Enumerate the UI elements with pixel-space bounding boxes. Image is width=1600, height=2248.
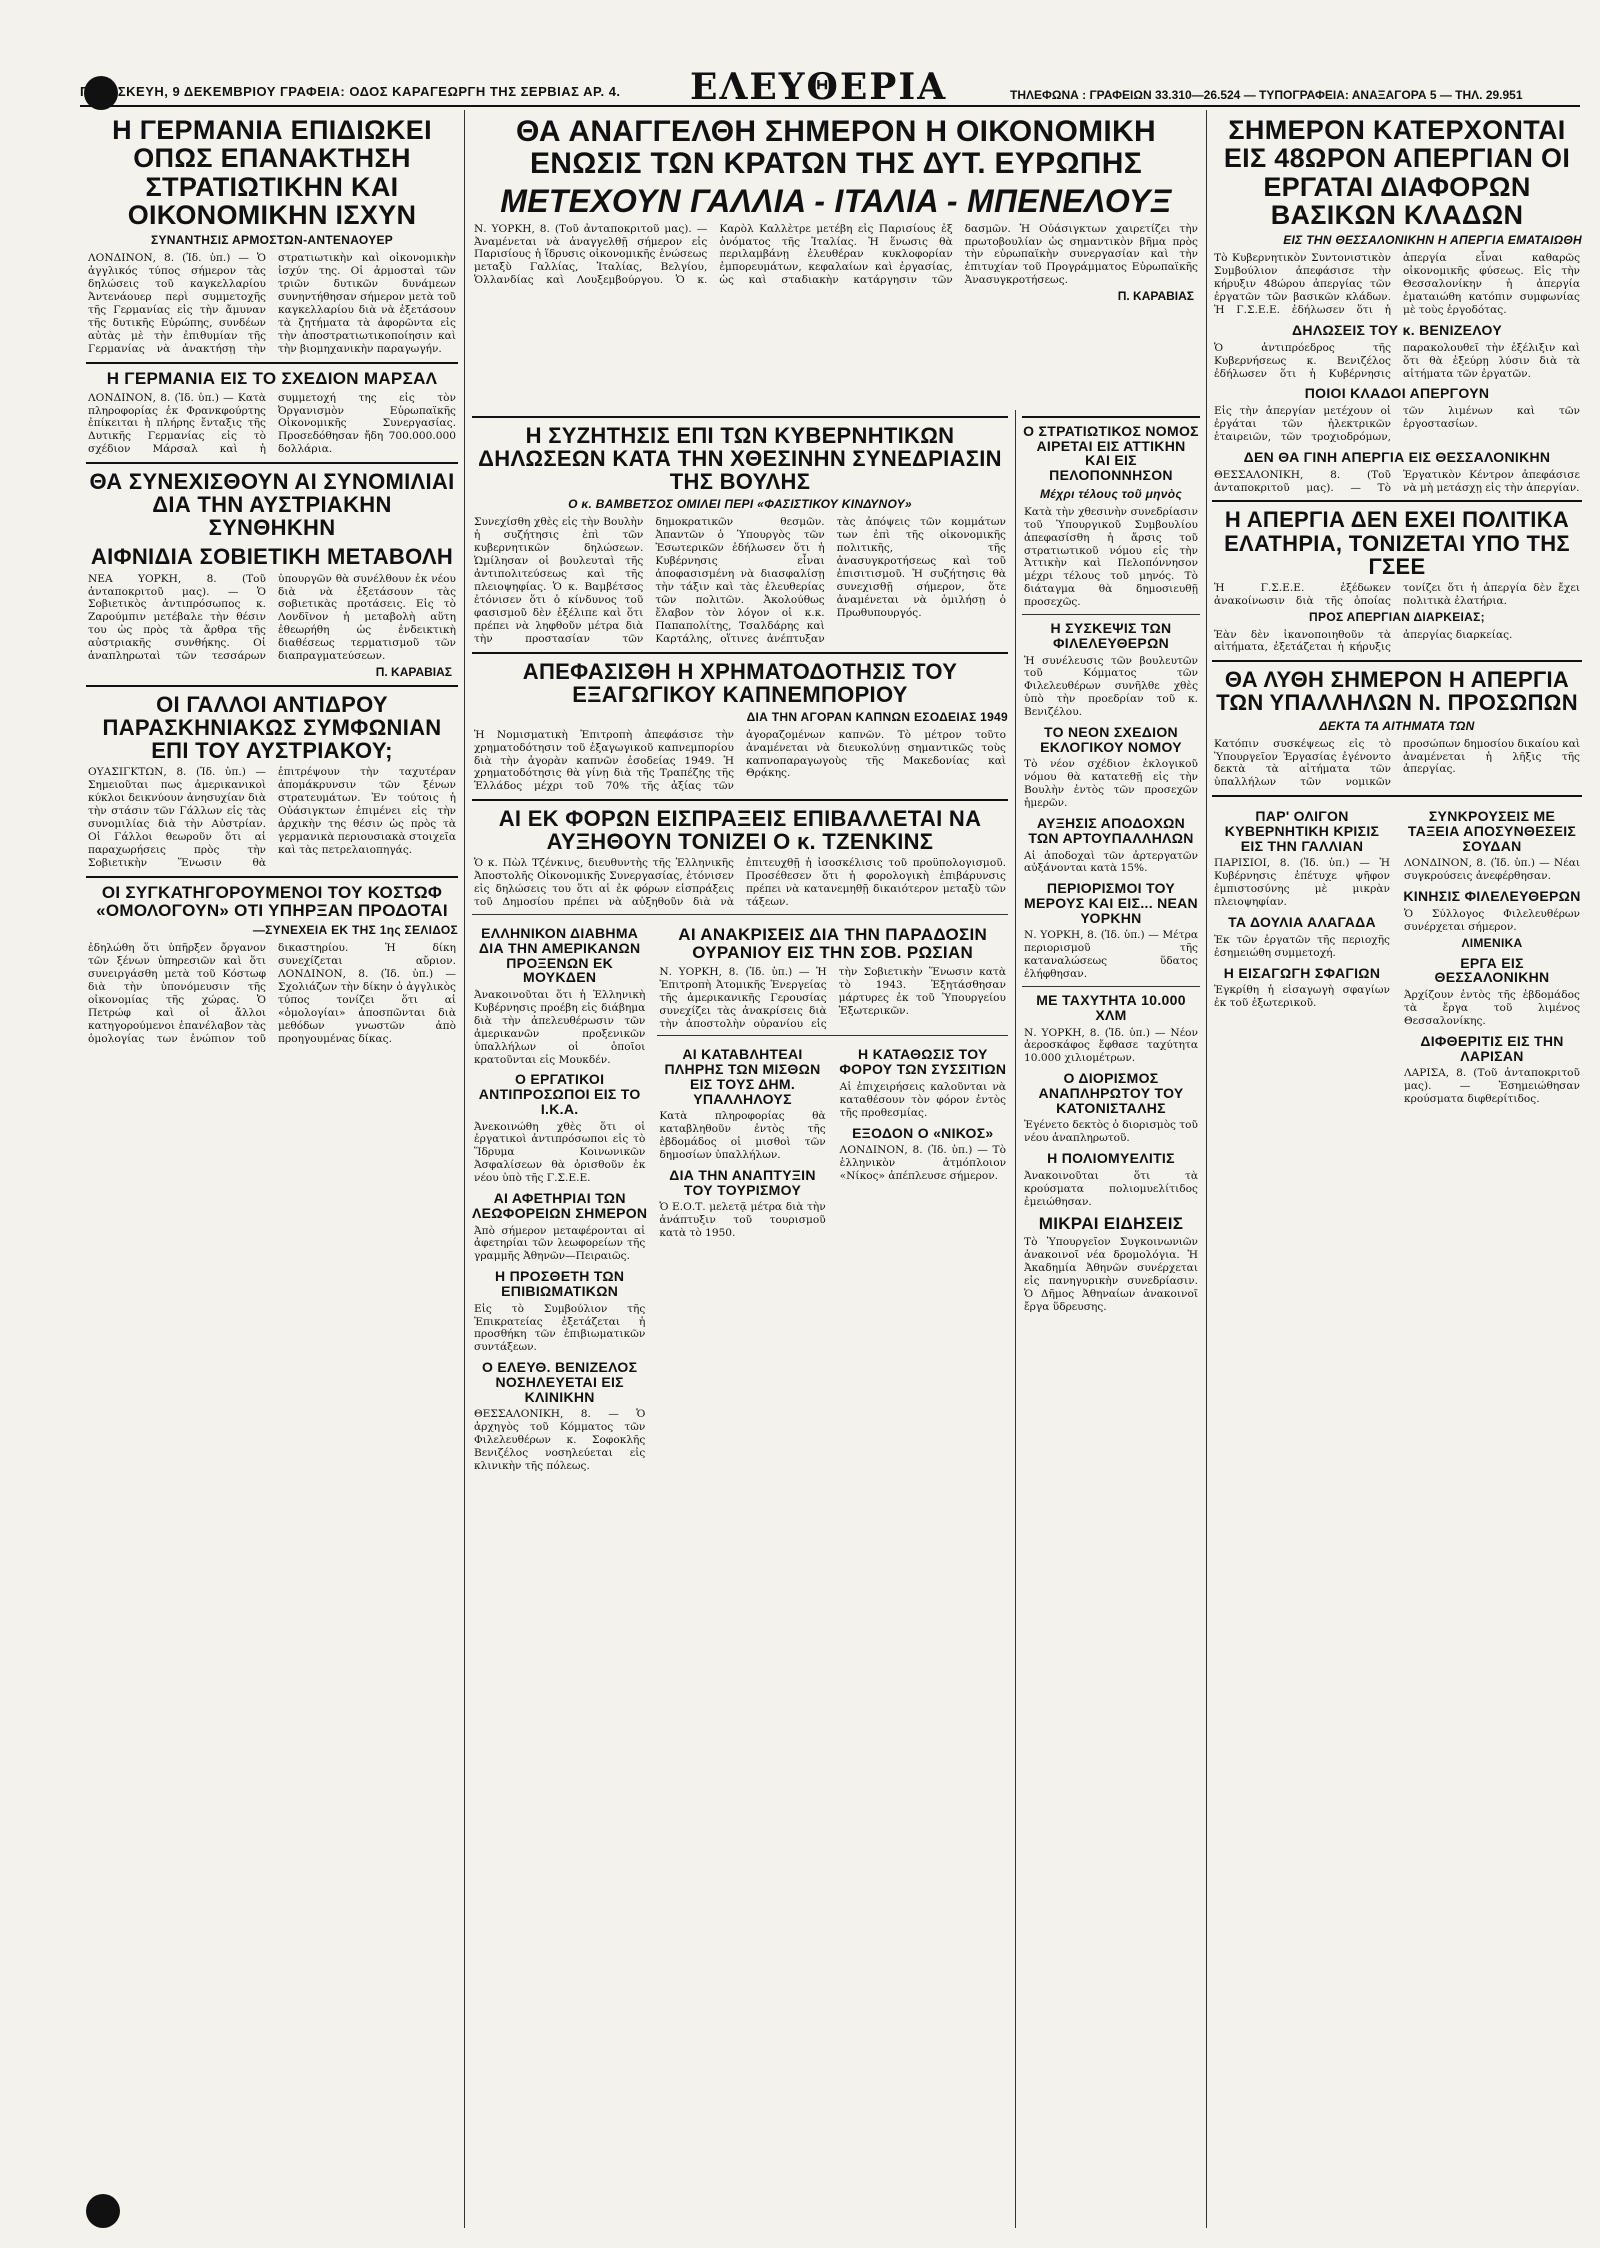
headline-speed: ΜΕ ΤΑΧΥΤΗΤΑ 10.000 ΧΛΜ [1036, 992, 1186, 1023]
section-rule [472, 416, 1008, 418]
subhead: Μέχρι τέλους τοῦ μηνὸς [1039, 486, 1183, 501]
section-rule [1022, 614, 1200, 615]
center-left-column [472, 410, 1008, 2248]
article-body: ἐδηλώθη ὅτι ὑπῆρξεν ὄργανον τῶν ξένων ὑπηρεσιῶν καὶ ὅτι συνειργάσθη μετὰ τοῦ Κόστωφ διὰ τὴν ὑπονόμευσιν τῆς οἰκονομίας τῆς χώρας. Ὁ Πετρώφ καὶ οἱ ἄλλοι κατηγορούμενοι ἐπανέλαβον τὰς ὁμολογίας των ἐνώπιον τοῦ δικαστηρίου. Ἡ δίκη συνεχίζεται αὔριον. ΛΟΝΔΙΝΟΝ, 8. (Ἰδ. ὑπ.) — Σχολιάζων τὴν δίκην ὁ ἀγγλικὸς τύπος τονίζει ὅτι αἱ «ὁμολογίαι» ἀποσπῶνται διὰ μεθόδων γνωστῶν ἀπὸ προηγουμένας δίκας. [88, 942, 456, 1045]
article-body: ΛΟΝΔΙΝΟΝ, 8. (Ἰδ. ὑπ.) — Κατὰ πληροφορίας ἐκ Φρανκφούρτης ἐπίκειται ἡ πλήρης ἔνταξις τῆς Δυτικῆς Γερμανίας εἰς τὸ σχέδιον Μάρσαλ καὶ ἡ συμμετοχή της εἰς τὸν Ὀργανισμὸν Εὐρωπαϊκῆς Οἰκονομικῆς Συνεργασίας. Προσεδόθησαν ἤδη 700.000.000 δολλάρια. [88, 391, 456, 456]
subhead: Ο κ. ΒΑΜΒΕΤΣΟΣ ΟΜΙΛΕΙ ΠΕΡΙ «ΦΑΣΙΣΤΙΚΟΥ ΚΙΝΔΥΝΟΥ» [568, 497, 912, 512]
section-rule [86, 462, 458, 464]
masthead [0, 0, 1600, 108]
center-bottom-blocks [472, 920, 1008, 1473]
headline-diphtheria: ΔΙΦΘΕΡΙΤΙΣ ΕΙΣ ΤΗΝ ΛΑΡΙΣΑΝ [1420, 1032, 1564, 1064]
article-body: Ἐὰν δὲν ἱκανοποιηθοῦν τὰ αἰτήματα, ἐξετάζεται ἡ κήρυξις ἀπεργίας διαρκείας. [1214, 628, 1513, 654]
section-rule [86, 876, 458, 878]
subhead: ΕΙΣ ΤΗΝ ΘΕΣΣΑΛΟΝΙΚΗΝ Η ΑΠΕΡΓΙΑ ΕΜΑΤΑΙΩΘΗ [1283, 233, 1582, 248]
block [1402, 803, 1582, 1106]
subhead-soviet-change: ΑΙΦΝΙΔΙΑ ΣΟΒΙΕΤΙΚΗ ΜΕΤΑΒΟΛΗ [90, 544, 454, 570]
article-body: ΛΑΡΙΣΑ, 8. (Τοῦ ἀνταποκριτοῦ μας). — Ἐσημειώθησαν κρούσματα διφθερίτιδος. [1404, 1067, 1580, 1106]
article-body: Ἡ Γ.Σ.Ε.Ε. ἐξέδωκεν ἀνακοίνωσιν διὰ τῆς ὁποίας τονίζει ὅτι ἡ ἀπεργία δὲν ἔχει πολιτικὰ ἐλατήρια. [1214, 581, 1580, 607]
article-body: Τὸ Κυβερνητικὸν Συντονιστικὸν Συμβούλιον ἀπεφάσισε τὴν κήρυξιν 48ώρου ἀπεργίας τῶν ἐργατῶν τῶν βασικῶν κλάδων. Ἡ Γ.Σ.Ε.Ε. ἐδήλωσεν ὅτι ἡ ἀπεργία εἶναι καθαρῶς οἰκονομικῆς φύσεως. Εἰς τὴν Θεσσαλονίκην ἡ ἀπεργία ἐματαιώθη κατόπιν συμφωνίας μὲ τοὺς ἐργοδότας. [1214, 252, 1580, 317]
article-body: Ν. ΥΟΡΚΗ, 8. (Τοῦ ἀνταποκριτοῦ μας). — Ἀναμένεται νὰ ἀναγγελθῇ σήμερον εἰς Παρισίους ἡ ἵδρυσις οἰκονομικῆς ἑνώσεως μεταξὺ Γαλλίας, Ἰταλίας, Βελγίου, Ὁλλανδίας καὶ Λουξεμβούργου. Ὁ κ. Καρὸλ Καλλὲτρε μετέβη εἰς Παρισίους ἐξ ὀνόματος τῆς Ἰταλίας. Ἡ ἕνωσις θὰ περιλαμβάνῃ ἐλευθέραν κυκλοφορίαν ἐμπορευμάτων, κεφαλαίων καὶ ἐργασίας, ὡς καὶ σταδιακὴν κατάργησιν τῶν δασμῶν. Ἡ Οὐάσιγκτων χαιρετίζει τὴν πρωτοβουλίαν ὡς σημαντικὸν βῆμα πρὸς τὴν εὐρωπαϊκὴν συνεργασίαν καὶ τὴν ἐπιτυχίαν τοῦ Προγράμματος Εὐρωπαϊκῆς Ἀνασυγκροτήσεως. [474, 222, 1198, 287]
headline-small-news: ΜΙΚΡΑΙ ΕΙΔΗΣΕΙΣ [1038, 1213, 1184, 1233]
subhead: ΛΙΜΕΝΙΚΑ [1461, 935, 1523, 950]
headline-french-austria: ΟΙ ΓΑΛΛΟΙ ΑΝΤΙΔΡΟΥ ΠΑΡΑΣΚΗΝΙΑΚΩΣ ΣΥΜΦΩΝΙΑΝ ΕΠΙ ΤΟΥ ΑΥΣΤΡΙΑΚΟΥ; [102, 692, 442, 764]
block-right [657, 920, 1008, 1473]
headline-imports: Η ΕΙΣΑΓΩΓΗ ΣΦΑΓΙΩΝ [1223, 964, 1381, 981]
column-rule [1015, 410, 1016, 2228]
headline-germany-power: Η ΓΕΡΜΑΝΙΑ ΕΠΙΔΙΩΚΕΙ ΟΠΩΣ ΕΠΑΝΑΚΤΗΣΗ ΣΤΡΑΤΙΩΤΙΚΗΝ ΚΑΙ ΟΙΚΟΝΟΜΙΚΗΝ ΙΣΧΥΝ [112, 115, 432, 231]
headline-uranium: ΑΙ ΑΝΑΚΡΙΣΕΙΣ ΔΙΑ ΤΗΝ ΠΑΡΑΔΟΣΙΝ ΟΥΡΑΝΙΟΥ ΕΙΣ ΤΗΝ ΣΟΒ. ΡΩΣΙΑΝ [678, 925, 988, 963]
article-body: Ἐγκρίθη ἡ εἰσαγωγὴ σφαγίων ἐκ τοῦ ἐξωτερικοῦ. [1214, 984, 1390, 1010]
section-rule [86, 685, 458, 687]
article-body: ΠΑΡΙΣΙΟΙ, 8. (Ἰδ. ὑπ.) — Ἡ Κυβέρνησις ἐπέτυχε ψῆφον ἐμπιστοσύνης μὲ μικρὰν πλειοψηφίαν. [1214, 857, 1390, 909]
article-body: Ἀρχίζουν ἐντὸς τῆς ἑβδομάδος τὰ ἔργα τοῦ λιμένος Θεσσαλονίκης. [1404, 989, 1580, 1027]
headline-salaries: ΑΙ ΚΑΤΑΒΛΗΤΕΑΙ ΠΛΗΡΗΣ ΤΩΝ ΜΙΣΘΩΝ ΕΙΣ ΤΟΥΣ ΔΗΜ. ΥΠΑΛΛΗΛΟΥΣ [664, 1046, 821, 1107]
article-body: ΝΕΑ ΥΟΡΚΗ, 8. (Τοῦ ἀνταποκριτοῦ μας). — Ὁ Σοβιετικὸς ἀντιπρόσωπος κ. Ζαρούμπιν μετέβαλε τὴν θέσιν του ὡς πρὸς τὰ ἄρθρα τῆς αὐστριακῆς συνθήκης. Οἱ ἀναπληρωταὶ τῶν τεσσάρων ὑπουργῶν θὰ συνέλθουν ἐκ νέου διὰ νὰ ἐξετάσουν τὰς σοβιετικὰς προτάσεις. Εἰς τὸ Λονδῖνον ἡ μεταβολὴ αὕτη ἐθεωρήθη ὡς ἐνδεικτικὴ διαθέσεως τερματισμοῦ τῶν διαπραγματεύσεων. [88, 572, 456, 663]
article-body: ΟΥΑΣΙΓΚΤΩΝ, 8. (Ἰδ. ὑπ.) — Σημειοῦται πως ἀμερικανικοὶ κύκλοι δεικνύουν ἀνησυχίαν διὰ τὴν στάσιν τῶν Γάλλων εἰς τὰς συνομιλίας διὰ τὴν Αὐστρίαν. Οἱ Γάλλοι θεωροῦν ὅτι αἱ παραχωρήσεις πρὸς τὴν Σοβιετικὴν Ἕνωσιν θὰ ἐπιτρέψουν τὴν ταχυτέραν ἀπομάκρυνσιν τῶν ξένων στρατευμάτων. Ἐν τούτοις ἡ Οὐάσιγκτων ἐπιμένει εἰς τὴν ἀρχικὴν της θέσιν ὡς πρὸς τὰ γερμανικὰ περιουσιακὰ στοιχεῖα καὶ τὰς πετρελαιοπηγάς. [88, 766, 456, 869]
headline-liberal-movement: ΚΙΝΗΣΙΣ ΦΙΛΕΛΕΥΘΕΡΩΝ [1403, 888, 1581, 905]
article-body: Ἀνεκοινώθη χθὲς ὅτι οἱ ἐργατικοὶ ἀντιπρόσωποι εἰς τὸ Ἵδρυμα Κοινωνικῶν Ἀσφαλίσεων θὰ ὁρισθοῦν ἐκ νέου ὑπὸ τῆς Γ.Σ.Ε.Ε. [474, 1120, 646, 1185]
article-body: Ἀνακοινοῦται ὅτι ἡ Ἑλληνικὴ Κυβέρνησις προέβη εἰς διάβημα διὰ τὴν ἀπελευθέρωσιν τῶν ἀμερικανῶν προξενικῶν ὑπαλλήλων οἱ ὁποῖοι κρατοῦνται εἰς Μουκδέν. [474, 988, 646, 1066]
newspaper-title: ΕΛΕΥΘΕΡΙΑ [690, 66, 948, 108]
subhead: ΔΕΚΤΑ ΤΑ ΑΙΤΗΜΑΤΑ ΤΩΝ [1319, 718, 1475, 733]
headline-economic-union: ΘΑ ΑΝΑΓΓΕΛΘΗ ΣΗΜΕΡΟΝ Η ΟΙΚΟΝΟΜΙΚΗ ΕΝΩΣΙΣ ΤΩΝ ΚΡΑΤΩΝ ΤΗΣ ΔΥΤ. ΕΥΡΩΠΗΣ [516, 115, 1156, 180]
center-main-story [472, 110, 1200, 410]
column-rule [464, 110, 465, 2228]
headline-gsee: Η ΑΠΕΡΓΙΑ ΔΕΝ ΕΧΕΙ ΠΟΛΙΤΙΚΑ ΕΛΑΤΗΡΙΑ, ΤΟΝΙΖΕΤΑΙ ΥΠΟ ΤΗΣ ΓΣΕΕ [1224, 507, 1570, 579]
headline-liberals: Η ΣΥΣΚΕΨΙΣ ΤΩΝ ΦΙΛΕΛΕΥΘΕΡΩΝ [1050, 620, 1172, 651]
headline-consuls: ΕΛΛΗΝΙΚΟΝ ΔΙΑΒΗΜΑ ΔΙΑ ΤΗΝ ΑΜΕΡΙΚΑΝΩΝ ΠΡΟΞΕΝΩΝ ΕΚ ΜΟΥΚΔΕΝ [478, 925, 641, 986]
column-right [1212, 110, 1582, 2248]
headline-nikos: ΕΞΟΔΟΝ Ο «ΝΙΚΟΣ» [852, 1124, 994, 1141]
article-body: Τὸ νέον σχέδιον ἐκλογικοῦ νόμου θὰ κατατεθῇ εἰς τὴν Βουλὴν ἐντὸς τῶν προσεχῶν ἡμερῶν. [1024, 758, 1198, 810]
section-rule [1022, 416, 1200, 418]
article-body: ΘΕΣΣΑΛΟΝΙΚΗ, 8. (Τοῦ ἀνταποκριτοῦ μας). — Τὸ Ἐργατικὸν Κέντρον ἀπεφάσισε νὰ μὴ μετάσχῃ εἰς τὴν ἀπεργίαν. [1214, 468, 1580, 494]
headline-venizelos-statements: ΔΗΛΩΣΕΙΣ ΤΟΥ κ. ΒΕΝΙΖΕΛΟΥ [1292, 321, 1502, 338]
article-body: Ν. ΥΟΡΚΗ, 8. (Ἰδ. ὑπ.) — Ἡ Ἐπιτροπὴ Ἀτομικῆς Ἐνεργείας τῆς ἀμερικανικῆς Γερουσίας συνεχίζει τὰς ἀνακρίσεις διὰ τὴν ἀποστολὴν οὐρανίου εἰς τὴν Σοβιετικὴν Ἕνωσιν κατὰ τὸ 1943. Ἐξητάσθησαν μάρτυρες ἐκ τοῦ Ὑπουργείου Ἐξωτερικῶν. [659, 965, 1006, 1030]
headline-which-branches: ΠΟΙΟΙ ΚΛΑΔΟΙ ΑΠΕΡΓΟΥΝ [1304, 385, 1490, 402]
article-body: Ἀνακοινοῦται ὅτι τὰ κρούσματα πολιομυελίτιδος ἐμειώθησαν. [1024, 1169, 1198, 1208]
headline-bakers: ΑΥΞΗΣΙΣ ΑΠΟΔΟΧΩΝ ΤΩΝ ΑΡΤΟΥΠΑΛΛΗΛΩΝ [1028, 815, 1194, 846]
headline-works: ΕΡΓΑ ΕΙΣ ΘΕΣΣΑΛΟΝΙΚΗΝ [1434, 954, 1550, 986]
headline-taxes: ΑΙ ΕΚ ΦΟΡΩΝ ΕΙΣΠΡΑΞΕΙΣ ΕΠΙΒΑΛΛΕΤΑΙ ΝΑ ΑΥΞΗΘΟΥΝ ΤΟΝΙΖΕΙ Ο κ. ΤΖΕΝΚΙΝΣ [498, 806, 982, 855]
article-body: Ἡ συνέλευσις τῶν βουλευτῶν τοῦ Κόμματος τῶν Φιλελευθέρων συνῆλθε χθὲς ὑπὸ τὴν προεδρίαν τοῦ κ. Βενιζέλου. [1024, 654, 1198, 719]
masthead-date-address: ΠΑΡΑΣΚΕΥΗ, 9 ΔΕΚΕΜΒΡΙΟΥ ΓΡΑΦΕΙΑ: ΟΔΟΣ ΚΑΡΑΓΕΩΡΓΗ ΤΗΣ ΣΕΡΒΙΑΣ ΑΡ. 4. [80, 84, 621, 99]
headline-polio: Η ΠΟΛΙΟΜΥΕΛΙΤΙΣ [1047, 1150, 1175, 1167]
section-rule [1212, 795, 1582, 797]
headline-pensions: Η ΠΡΟΣΘΕΤΗ ΤΩΝ ΕΠΙΒΙΩΜΑΤΙΚΩΝ [494, 1268, 625, 1299]
article-body: Κατὰ πληροφορίας θὰ καταβληθοῦν ἐντὸς τῆς ἑβδομάδος οἱ μισθοὶ τῶν δημοσίων ὑπαλλήλων. [659, 1110, 826, 1161]
byline: Π. ΚΑΡΑΒΙΑΣ [375, 665, 452, 680]
block-left [472, 920, 647, 1473]
headline-marshall-plan: Η ΓΕΡΜΑΝΙΑ ΕΙΣ ΤΟ ΣΧΕΔΙΟΝ ΜΑΡΣΑΛ [106, 368, 438, 388]
sub-block [657, 1041, 827, 1240]
headline-austrian-treaty: ΘΑ ΣΥΝΕΧΙΣΘΟΥΝ ΑΙ ΣΥΝΟΜΙΛΙΑΙ ΔΙΑ ΤΗΝ ΑΥΣΤΡΙΑΚΗΝ ΣΥΝΘΗΚΗΝ [89, 469, 455, 541]
masthead-phones: ΤΗΛΕΦΩΝΑ : ΓΡΑΦΕΙΩΝ 33.310—26.524 — ΤΥΠΟΓΡΑΦΕΙΑ: ΑΝΑΞΑΓΟΡΑ 5 — ΤΗΛ. 29.951 [1010, 88, 1523, 102]
section-rule [472, 652, 1008, 654]
masthead-rule [80, 105, 1580, 107]
headline-sudan: ΣΥΝΚΡΟΥΣΕΙΣ ΜΕ ΤΑΞΕΙΑ ΑΠΟΣΥΝΘΕΣΕΙΣ ΣΟΥΔΑΝ [1407, 808, 1577, 854]
section-rule [472, 914, 1008, 915]
article-body: Αἱ ἐπιχειρήσεις καλοῦνται νὰ καταθέσουν τὸν φόρον ἐντὸς τῆς προθεσμίας. [839, 1080, 1007, 1119]
headline-france-crisis: ΠΑΡ' ΟΛΙΓΟΝ ΚΥΒΕΡΝΗΤΙΚΗ ΚΡΙΣΙΣ ΕΙΣ ΤΗΝ ΓΑΛΛΙΑΝ [1224, 808, 1380, 854]
headline-thessaloniki: ΔΕΝ ΘΑ ΓΙΝΗ ΑΠΕΡΓΙΑ ΕΙΣ ΘΕΣΣΑΛΟΝΙΚΗΝ [1243, 448, 1551, 465]
subhead: ΣΥΝΑΝΤΗΣΙΣ ΑΡΜΟΣΤΩΝ-ΑΝΤΕΝΑΟΥΕΡ [150, 233, 394, 248]
right-bottom-blocks [1212, 803, 1582, 1106]
headline-parliament-debate: Η ΣΥΖΗΤΗΣΙΣ ΕΠΙ ΤΩΝ ΚΥΒΕΡΝΗΤΙΚΩΝ ΔΗΛΩΣΕΩΝ ΚΑΤΑ ΤΗΝ ΧΘΕΣΙΝΗΝ ΣΥΝΕΔΡΙΑΣΙΝ ΤΗΣ ΒΟΥΛΗΣ [478, 423, 1002, 495]
article-body: Ὁ Σύλλογος Φιλελευθέρων συνέρχεται σήμερον. [1404, 907, 1580, 933]
article-body: Ἐγένετο δεκτὸς ὁ διορισμὸς τοῦ νέου ἀναπληρωτοῦ. [1024, 1119, 1198, 1145]
subhead: ΔΙΑ ΤΗΝ ΑΓΟΡΑΝ ΚΑΠΝΩΝ ΕΣΟΔΕΙΑΣ 1949 [746, 709, 1008, 724]
section-rule [1212, 660, 1582, 662]
article-body: Συνεχίσθη χθὲς εἰς τὴν Βουλὴν ἡ συζήτησις ἐπὶ τῶν κυβερνητικῶν δηλώσεων. Ὡμίλησαν οἱ βουλευταὶ τῆς ἀντιπολιτεύσεως καὶ τῆς πλειοψηφίας. Ὁ κ. Βαμβέτσος ἐτόνισεν ὅτι ὁ κίνδυνος τοῦ φασισμοῦ δὲν ἐξέλιπε καὶ ὅτι πρέπει νὰ ληφθοῦν μέτρα διὰ τὴν προστασίαν τῶν δημοκρατικῶν θεσμῶν. Ἀπαντῶν ὁ Ὑπουργὸς τῶν Ἐσωτερικῶν ἐδήλωσεν ὅτι ἡ Κυβέρνησις εἶναι ἀποφασισμένη νὰ διασφαλίσῃ τὴν τάξιν καὶ τὰς ἐλευθερίας τῶν πολιτῶν. Ἀκολούθως ἔλαβον τὸν λόγον οἱ κ.κ. Παπαπολίτης, Τσαλδάρης καὶ Καρτάλης, οἵτινες ἀνέπτυξαν τὰς ἀπόψεις τῶν κομμάτων των ἐπὶ τῆς οἰκονομικῆς πολιτικῆς, τῆς ἀνασυγκροτήσεως καὶ τοῦ ἐπισιτισμοῦ. Ἡ συζήτησις θὰ συνεχισθῇ σήμερον, ὅτε ἀναμένεται νὰ ὁμιλήσῃ ὁ Πρωθυπουργός. [474, 516, 1006, 645]
article-body: Εἰς τὴν ἀπεργίαν μετέχουν οἱ ἐργάται τῶν ἠλεκτρικῶν ἑταιρειῶν, τῶν τροχιοδρόμων, τῶν λιμένων καὶ τῶν ἐργοστασίων. [1214, 405, 1580, 443]
article-body: Ν. ΥΟΡΚΗ, 8. (Ἰδ. ὑπ.) — Μέτρα περιορισμοῦ τῆς καταναλώσεως ὕδατος ἐλήφθησαν. [1024, 929, 1198, 981]
article-body: Ὁ κ. Πὼλ Τζένκινς, διευθυντὴς τῆς Ἐλληνικῆς Ἀποστολῆς Οἰκονομικῆς Συνεργασίας, ἐτόνισεν εἰς δηλώσεις του ὅτι αἱ ἐκ φόρων εἰσπράξεις τοῦ Δημοσίου πρέπει νὰ αὐξηθοῦν διὰ νὰ ἐπιτευχθῇ ἡ ἰσοσκέλισις τοῦ προϋπολογισμοῦ. Προσέθεσεν ὅτι ἡ φορολογικὴ ἐπιβάρυνσις πρέπει νὰ κατανεμηθῇ δικαιότερον μεταξὺ τῶν τάξεων. [474, 857, 1006, 909]
article-body: Ὁ ἀντιπρόεδρος τῆς Κυβερνήσεως κ. Βενιζέλος ἐδήλωσεν ὅτι ἡ Κυβέρνησις παρακολουθεῖ τὴν ἐξέλιξιν καὶ ὅτι θὰ ἐξεύρῃ λύσιν διὰ τὰ αἰτήματα τῶν ἐργατῶν. [1214, 341, 1580, 380]
article-body: ΛΟΝΔΙΝΟΝ, 8. (Ἰδ. ὑπ.) — Τὸ ἑλληνικὸν ἀτμόπλοιον «Νίκος» ἀπέπλευσε σήμερον. [839, 1144, 1007, 1183]
headline-tax-deposit: Η ΚΑΤΑΘΩΣΙΣ ΤΟΥ ΦΟΡΟΥ ΤΩΝ ΣΥΣΣΙΤΙΩΝ [839, 1046, 1007, 1078]
headline-restrictions: ΠΕΡΙΟΡΙΣΜΟΙ ΤΟΥ ΜΕΡΟΥΣ ΚΑΙ ΕΙΣ... ΝΕΑΝ ΥΟΡΚΗΝ [1024, 880, 1198, 926]
section-rule [1212, 500, 1582, 502]
headline-tourism: ΔΙΑ ΤΗΝ ΑΝΑΠΤΥΞΙΝ ΤΟΥ ΤΟΥΡΙΣΜΟΥ [669, 1166, 816, 1198]
article-body: Εἰς τὸ Συμβούλιον τῆς Ἐπικρατείας ἐξετάζεται ἡ προσθήκη τῶν ἐπιβιωματικῶν συντάξεων. [474, 1302, 646, 1354]
article-body: ΘΕΣΣΑΛΟΝΙΚΗ, 8. — Ὁ ἀρχηγὸς τοῦ Κόμματος τῶν Φιλελευθέρων κ. Σοφοκλῆς Βενιζέλος νοσηλεύεται εἰς κλινικὴν τῆς πόλεως. [474, 1408, 646, 1473]
sub-blocks [657, 1041, 1008, 1240]
article-body: Αἱ ἀποδοχαὶ τῶν ἀρτεργατῶν αὐξάνονται κατὰ 15%. [1024, 849, 1198, 875]
article-body: Κατὰ τὴν χθεσινὴν συνεδρίασιν τοῦ Ὑπουργικοῦ Συμβουλίου ἀπεφασίσθη ἡ ἄρσις τοῦ στρατιωτικοῦ νόμου εἰς τὴν Ἀττικὴν καὶ Πελοπόννησον μέχρι τέλους τοῦ μηνός. Τὸ διάταγμα θὰ δημοσιευθῇ προσεχῶς. [1024, 505, 1198, 609]
block [1212, 803, 1392, 1106]
article-body: ΛΟΝΔΙΝΟΝ, 8. (Ἰδ. ὑπ.) — Νέαι συγκρούσεις ἀνεφέρθησαν. [1404, 857, 1580, 883]
headline-kostov-trial: ΟΙ ΣΥΓΚΑΤΗΓΟΡΟΥΜΕΝΟΙ ΤΟΥ ΚΟΣΤΩΦ «ΟΜΟΛΟΓΟΥΝ» ΟΤΙ ΥΠΗΡΞΑΝ ΠΡΟΔΟΤΑΙ [96, 882, 448, 920]
headline-appointment: Ο ΔΙΟΡΙΣΜΟΣ ΑΝΑΠΛΗΡΩΤΟΥ ΤΟΥ ΚΑΤΟΝΙΣΤΑΛΗΣ [1038, 1070, 1184, 1116]
headline-electoral-law: ΤΟ ΝΕΟΝ ΣΧΕΔΙΟΝ ΕΚΛΟΓΙΚΟΥ ΝΟΜΟΥ [1040, 724, 1182, 755]
sub-block [838, 1041, 1008, 1240]
continued-label: —ΣΥΝΕΧΕΙΑ ΕΚ ΤΗΣ 1ης ΣΕΛΙΔΟΣ [252, 923, 458, 938]
byline: Π. ΚΑΡΑΒΙΑΣ [1117, 289, 1194, 304]
headline-buses: ΑΙ ΑΦΕΤΗΡΙΑΙ ΤΩΝ ΛΕΩΦΟΡΕΙΩΝ ΣΗΜΕΡΟΝ [472, 1190, 648, 1221]
headline-doulia: ΤΑ ΔΟΥΛΙΑ ΑΛΑΓΑΔΑ [1228, 914, 1376, 931]
section-rule [657, 1035, 1008, 1036]
section-rule [472, 799, 1008, 801]
article-body: Ἐκ τῶν ἐργατῶν τῆς περιοχῆς ἐσημειώθη συμμετοχή. [1214, 933, 1390, 959]
article-body: Ἀπὸ σήμερον μεταφέρονται αἱ ἀφετηρίαι τῶν λεωφορείων τῆς γραμμῆς Ἀθηνῶν—Πειραιῶς. [474, 1224, 646, 1263]
headline-venizelos-clinic: Ο ΕΛΕΥΘ. ΒΕΝΙΖΕΛΟΣ ΝΟΣΗΛΕΥΕΤΑΙ ΕΙΣ ΚΛΙΝΙΚΗΝ [482, 1359, 638, 1405]
article-body: Ἡ Νομισματικὴ Ἐπιτροπὴ ἀπεφάσισε τὴν χρηματοδότησιν τοῦ ἐξαγωγικοῦ καπνεμπορίου διὰ τὴν ἀγορὰν καπνῶν ἐσοδείας 1949. Ἡ χρηματοδότησις θὰ γίνῃ διὰ τῆς Τραπέζης τῆς Ἑλλάδος μέχρι τοῦ 70% τῆς ἀξίας τῶν ἀγοραζομένων καπνῶν. Τὸ μέτρον τοῦτο ἀναμένεται νὰ διευκολύνῃ σημαντικῶς τοὺς καπνοπαραγωγοὺς τῆς Μακεδονίας καὶ Θρᾴκης. [474, 728, 1006, 793]
headline-tobacco: ΑΠΕΦΑΣΙΣΘΗ Η ΧΡΗΜΑΤΟΔΟΤΗΣΙΣ ΤΟΥ ΕΞΑΓΩΓΙΚΟΥ ΚΑΠΝΕΜΠΟΡΙΟΥ [522, 658, 958, 707]
article-body: Ν. ΥΟΡΚΗ, 8. (Ἰδ. ὑπ.) — Νέον ἀεροσκάφος ἔφθασε ταχύτητα 10.000 χιλιομέτρων. [1024, 1026, 1198, 1065]
center-right-column [1022, 410, 1200, 2248]
column-left [86, 110, 458, 2248]
headline-participants: ΜΕΤΕΧΟΥΝ ΓΑΛΛΙΑ - ΙΤΑΛΙΑ - ΜΠΕΝΕΛΟΥΞ [500, 183, 1172, 219]
article-body: ΛΟΝΔΙΝΟΝ, 8. (Ἰδ. ὑπ.) — Ὁ ἀγγλικός τύπος σήμερον τὰς δηλώσεις τοῦ καγκελλαρίου Ἀντενάουερ περὶ συμμετοχῆς τῆς Γερμανίας εἰς τὴν ἄμυναν τῆς δυτικῆς Εὐρώπης, συνδέων αὐτὰς μὲ τὴν ἐπιθυμίαν τῆς Γερμανίας νὰ ἀνακτήσῃ τὴν στρατιωτικὴν καὶ οἰκονομικὴν ἰσχύν της. Οἱ ἀρμοσταὶ τῶν τριῶν δυτικῶν δυνάμεων συνηντήθησαν σήμερον μετὰ τοῦ καγκελλαρίου διὰ νὰ ἐξετάσουν τὰ ζητήματα τὰ ἀφορῶντα εἰς τὴν ἀποστρατιωτικοποίησιν καὶ τὴν βιομηχανικὴν παραγωγήν. [88, 252, 456, 355]
article-body: Τὸ Ὑπουργεῖον Συγκοινωνιῶν ἀνακοινοῖ νέα δρομολόγια. Ἡ Ἀκαδημία Ἀθηνῶν συνέρχεται εἰς πανηγυρικὴν συνεδρίασιν. Ὁ Δῆμος Ἀθηναίων ἀνακοινοῖ ἔργα ὕδρευσης. [1024, 1236, 1198, 1314]
article-body: Κατόπιν συσκέψεως εἰς τὸ Ὑπουργεῖον Ἐργασίας ἐγένοντο δεκτὰ τὰ αἰτήματα τῶν ὑπαλλήλων τῶν νομικῶν προσώπων δημοσίου δικαίου καὶ ἀναμένεται ἡ λῆξις τῆς ἀπεργίας. [1214, 737, 1580, 789]
article-body: Ὁ Ε.Ο.Τ. μελετᾷ μέτρα διὰ τὴν ἀνάπτυξιν τοῦ τουρισμοῦ κατὰ τὸ 1950. [659, 1201, 826, 1240]
headline-employees-strike: ΘΑ ΛΥΘΗ ΣΗΜΕΡΟΝ Η ΑΠΕΡΓΙΑ ΤΩΝ ΥΠΑΛΛΗΛΩΝ Ν. ΠΡΟΣΩΠΩΝ [1216, 667, 1578, 716]
subhead: ΠΡΟΣ ΑΠΕΡΓΙΑΝ ΔΙΑΡΚΕΙΑΣ; [1309, 609, 1485, 624]
headline-martial-law: Ο ΣΤΡΑΤΙΩΤΙΚΟΣ ΝΟΜΟΣ ΑΙΡΕΤΑΙ ΕΙΣ ΑΤΤΙΚΗΝ ΚΑΙ ΕΙΣ ΠΕΛΟΠΟΝΝΗΣΟΝ [1023, 423, 1199, 484]
section-rule [1022, 986, 1200, 987]
section-rule [86, 362, 458, 364]
headline-strike: ΣΗΜΕΡΟΝ ΚΑΤΕΡΧΟΝΤΑΙ ΕΙΣ 48ΩΡΟΝ ΑΠΕΡΓΙΑΝ ΟΙ ΕΡΓΑΤΑΙ ΔΙΑΦΟΡΩΝ ΒΑΣΙΚΩΝ ΚΛΑΔΩΝ [1223, 115, 1571, 231]
column-rule [1206, 110, 1207, 2228]
headline-ika: Ο ΕΡΓΑΤΙΚΟΙ ΑΝΤΙΠΡΟΣΩΠΟΙ ΕΙΣ ΤΟ Ι.Κ.Α. [478, 1071, 641, 1117]
